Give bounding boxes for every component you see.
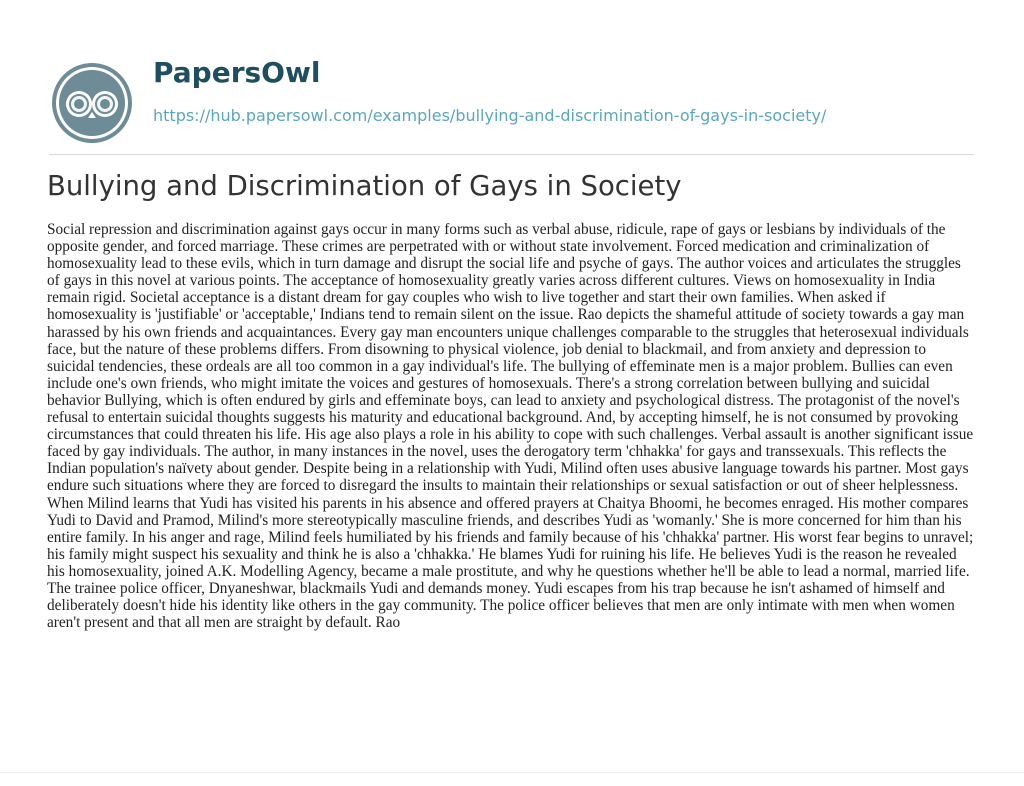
site-header xyxy=(49,42,969,152)
document-body: Social repression and discrimination against gays occur in many forms such as verbal abuse, ridicule, rape of gays or lesbians by individuals of the opposite gender, and forced marriage. These crimes are perpetrated with or without state involvement. Forced medication and criminalization of homosexuality lead to these evils, which in turn damage and disrupt the social life and psyche of gays. The author voices and articulates the struggles of gays in this novel at various points. The acceptance of homosexuality greatly varies across different cultures. Views on homosexuality in India remain rigid. Societal acceptance is a distant dream for gay couples who wish to live together and start their own families. When asked if homosexuality is 'justifiable' or 'acceptable,' Indians tend to remain silent on the issue. Rao depicts the shameful attitude of society towards a gay man harassed by his own friends and acquaintances. Every gay man encounters unique challenges comparable to the struggles that heterosexual individuals face, but the nature of these problems differs. From disowning to physical violence, job denial to blackmail, and from anxiety and depression to suicidal tendencies, these ordeals are all too common in a gay individual's life. The bullying of effeminate men is a major problem. Bullies can even include one's own friends, who might imitate the voices and gestures of homosexuals. There's a strong correlation between bullying and suicidal behavior Bullying, which is often endured by girls and effeminate boys, can lead to anxiety and psychological distress. The protagonist of the novel's refusal to entertain suicidal thoughts suggests his maturity and educational background. And, by accepting himself, he is not consumed by provoking circumstances that could threaten his life. His age also plays a role in his ability to cope with such challenges. Verbal assault is another significant issue faced by gay individuals. The author, in many instances in the novel, uses the derogatory term 'chhakka' for gays and transsexuals. This reflects the Indian population's naïvety about gender. Despite being in a relationship with Yudi, Milind often uses abusive language towards his partner. Most gays endure such situations where they are forced to disregard the insults to maintain their relationships or sexual satisfaction or out of sheer helplessness. When Milind learns that Yudi has visited his parents in his absence and offered prayers at Chaitya Bhoomi, he becomes enraged. His mother compares Yudi to David and Pramod, Milind's more stereotypically masculine friends, and describes Yudi as 'womanly.' She is more concerned for him than his entire family. In his anger and rage, Milind feels humiliated by his friends and family because of his 'chhakka' partner. His worst fear begins to unravel; his family might suspect his sexuality and think he is also a 'chhakka.' He blames Yudi for ruining his life. He believes Yudi is the reason he revealed his homosexuality, joined A.K. Modelling Agency, became a male prostitute, and why he questions whether he'll be able to lead a normal, married life. The trainee police officer, Dnyaneshwar, blackmails Yudi and demands money. Yudi escapes from his trap because he isn't ashamed of himself and deliberately doesn't hide his identity like others in the gay community. The police officer believes that men are only intimate with men when women aren't present and that all men are straight by default. Rao xyxy=(47,221,974,632)
page-bottom-divider xyxy=(0,772,1024,773)
owl-eyes-icon xyxy=(49,60,135,146)
source-url-link[interactable]: https://hub.papersowl.com/examples/bullying-and-discrimination-of-gays-in-society/ xyxy=(153,106,827,125)
header-divider xyxy=(49,154,974,155)
document-title: Bullying and Discrimination of Gays in Society xyxy=(47,170,682,202)
brand-name[interactable]: PapersOwl xyxy=(153,56,321,89)
